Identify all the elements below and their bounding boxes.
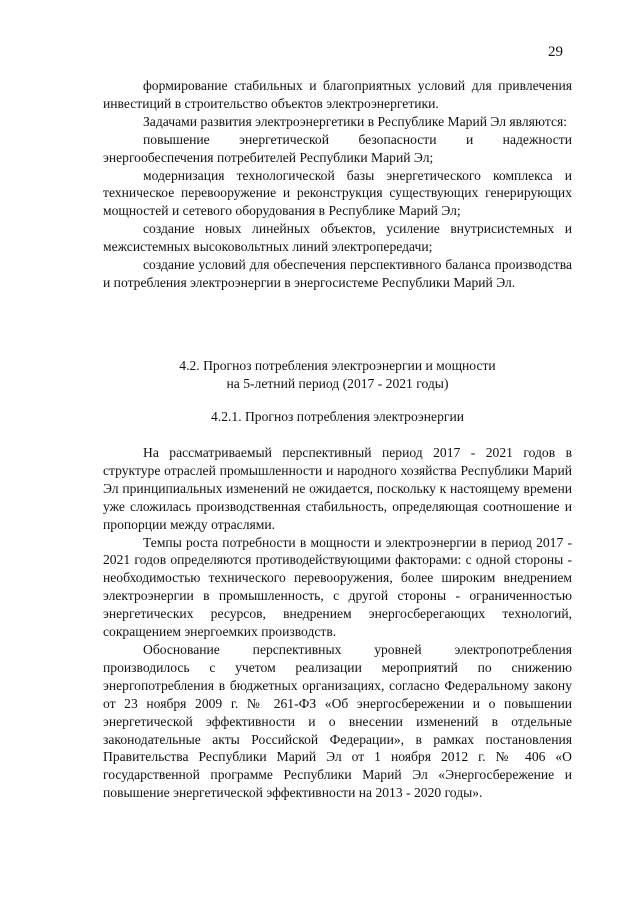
section-heading-4-2 [103,357,572,393]
bottom-text-section [103,444,572,802]
paragraph-development-tasks: Задачами развития электроэнергетики в Республике Марий Эл являются: [143,113,568,129]
page-number: 29 [548,44,563,60]
section-heading-4-2-1: 4.2.1. Прогноз потребления электроэнергии [211,409,464,424]
paragraph-new-lines: создание новых линейных объектов, усиление внутрисистемных и межсистемных высоковольтных линий электропередачи; [103,221,572,255]
section-heading-4-2-line2: на 5-летний период (2017 - 2021 годы) [226,375,449,391]
paragraph-growth-rates: Темпы роста потребности в мощности и электроэнергии в период 2017 - 2021 годов определяются противодействующими факторами: с одной стороны - необходимостью технического перевооружения, более широким внедрением электроэнергии в промышленность, с другой стороны - ограниченностью энергетических ресурсов, внедрением энергосберегающих технологий, сокращением энергоемких производств. [103,534,572,640]
paragraph-justification: Обоснование перспективных уровней электропотребления производилось с учетом реализации мероприятий по снижению энергопотребления в бюджетных организациях, согласно Федеральному закону от 23 ноября 2009 г. № 261-ФЗ «Об энергосбережении и о повышении энергетической эффективности и о внесении изменений в отдельные законодательные акты Российской Федерации», в рамках постановления Правительства Республики Марий Эл от 1 ноября 2012 г. № 406 «О государственной программе Республики Марий Эл «Энергосбережение и повышение энергетической эффективности на 2013 - 2020 годы». [103,641,572,801]
paragraph-energy-security: повышение энергетической безопасности и надежности энергообеспечения потребителей Республики Марий Эл; [103,131,572,165]
paragraph-modernization: модернизация технологической базы энергетического комплекса и техническое перевооружение и реконструкция существующих генерирующих мощностей и сетевого оборудования в Республике Марий Эл; [103,167,572,219]
paragraph-balance-conditions: создание условий для обеспечения перспективного баланса производства и потребления электроэнергии в энергосистеме Республики Марий Эл. [103,257,572,290]
section-heading-4-2-line1: 4.2. Прогноз потребления электроэнергии и мощности [179,358,496,373]
top-text-section [103,77,572,292]
paragraph-investment-conditions: формирование стабильных и благоприятных условий для привлечения инвестиций в строительство объектов электроэнергетики. [103,78,572,111]
paragraph-perspective-period: На рассматриваемый перспективный период 2017 - 2021 годов в структуре отраслей промышленности и народного хозяйства Республики Марий Эл принципиальных изменений не ожидается, поскольку к настоящему времени уже сложилась производственная стабильность, определяющая соотношение и пропорции между отраслями. [103,445,572,532]
